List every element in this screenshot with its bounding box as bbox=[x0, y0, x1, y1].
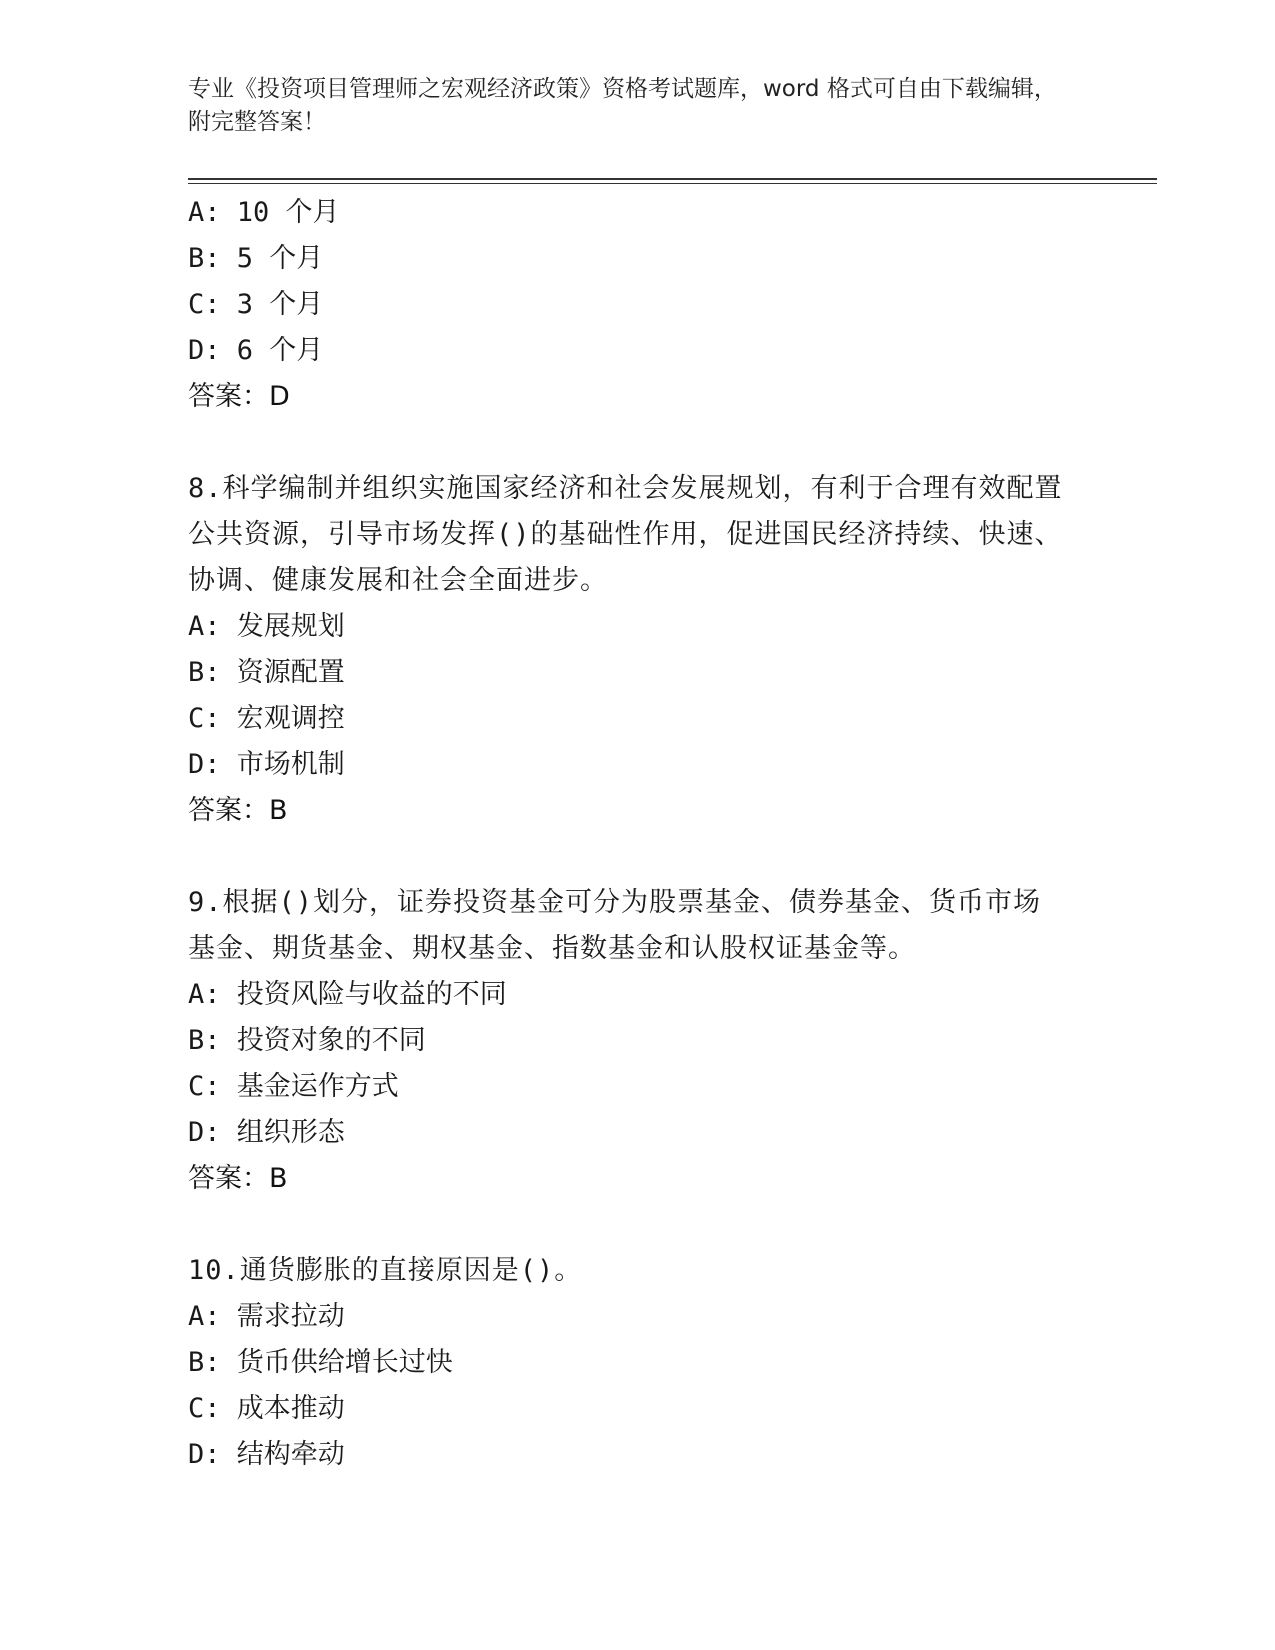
option-a: A: 投资风险与收益的不同 bbox=[188, 979, 507, 1010]
option-d: D: 结构牵动 bbox=[188, 1439, 345, 1470]
header-divider-thin bbox=[188, 183, 1157, 184]
option-b: B: 投资对象的不同 bbox=[188, 1025, 426, 1056]
option-b: B: 货币供给增长过快 bbox=[188, 1347, 453, 1378]
spacer bbox=[188, 834, 1088, 880]
question-8-block bbox=[188, 466, 1088, 834]
option-b: B: 资源配置 bbox=[188, 657, 345, 688]
option-d: D: 市场机制 bbox=[188, 749, 345, 780]
option-a: A: 发展规划 bbox=[188, 611, 345, 642]
option-c: C: 基金运作方式 bbox=[188, 1071, 399, 1102]
question-10-block bbox=[188, 1248, 1088, 1478]
option-b: B: 5 个月 bbox=[188, 243, 324, 274]
answer-line: 答案：B bbox=[188, 1163, 288, 1194]
page-header: 专业《投资项目管理师之宏观经济政策》资格考试题库，word 格式可自由下载编辑，附完整答案！ bbox=[188, 76, 1057, 135]
spacer bbox=[188, 420, 1088, 466]
question-text: 8.科学编制并组织实施国家经济和社会发展规划，有利于合理有效配置公共资源，引导市场发挥()的基础性作用，促进国民经济持续、快速、协调、健康发展和社会全面进步。 bbox=[188, 473, 1063, 596]
spacer bbox=[188, 1202, 1088, 1248]
question-9-block bbox=[188, 880, 1088, 1202]
option-c: C: 宏观调控 bbox=[188, 703, 345, 734]
answer-line: 答案：B bbox=[188, 795, 288, 826]
option-c: C: 3 个月 bbox=[188, 289, 324, 320]
option-c: C: 成本推动 bbox=[188, 1393, 345, 1424]
option-d: D: 组织形态 bbox=[188, 1117, 345, 1148]
answer-line: 答案：D bbox=[188, 381, 290, 412]
option-d: D: 6 个月 bbox=[188, 335, 324, 366]
question-list bbox=[188, 190, 1088, 1478]
option-a: A: 10 个月 bbox=[188, 197, 340, 228]
question-text: 10.通货膨胀的直接原因是()。 bbox=[188, 1255, 583, 1286]
question-text: 9.根据()划分，证券投资基金可分为股票基金、债券基金、货币市场基金、期货基金、期权基金、指数基金和认股权证基金等。 bbox=[188, 887, 1042, 964]
question-7-block bbox=[188, 190, 1088, 420]
header-divider-thick bbox=[188, 178, 1157, 180]
option-a: A: 需求拉动 bbox=[188, 1301, 345, 1332]
